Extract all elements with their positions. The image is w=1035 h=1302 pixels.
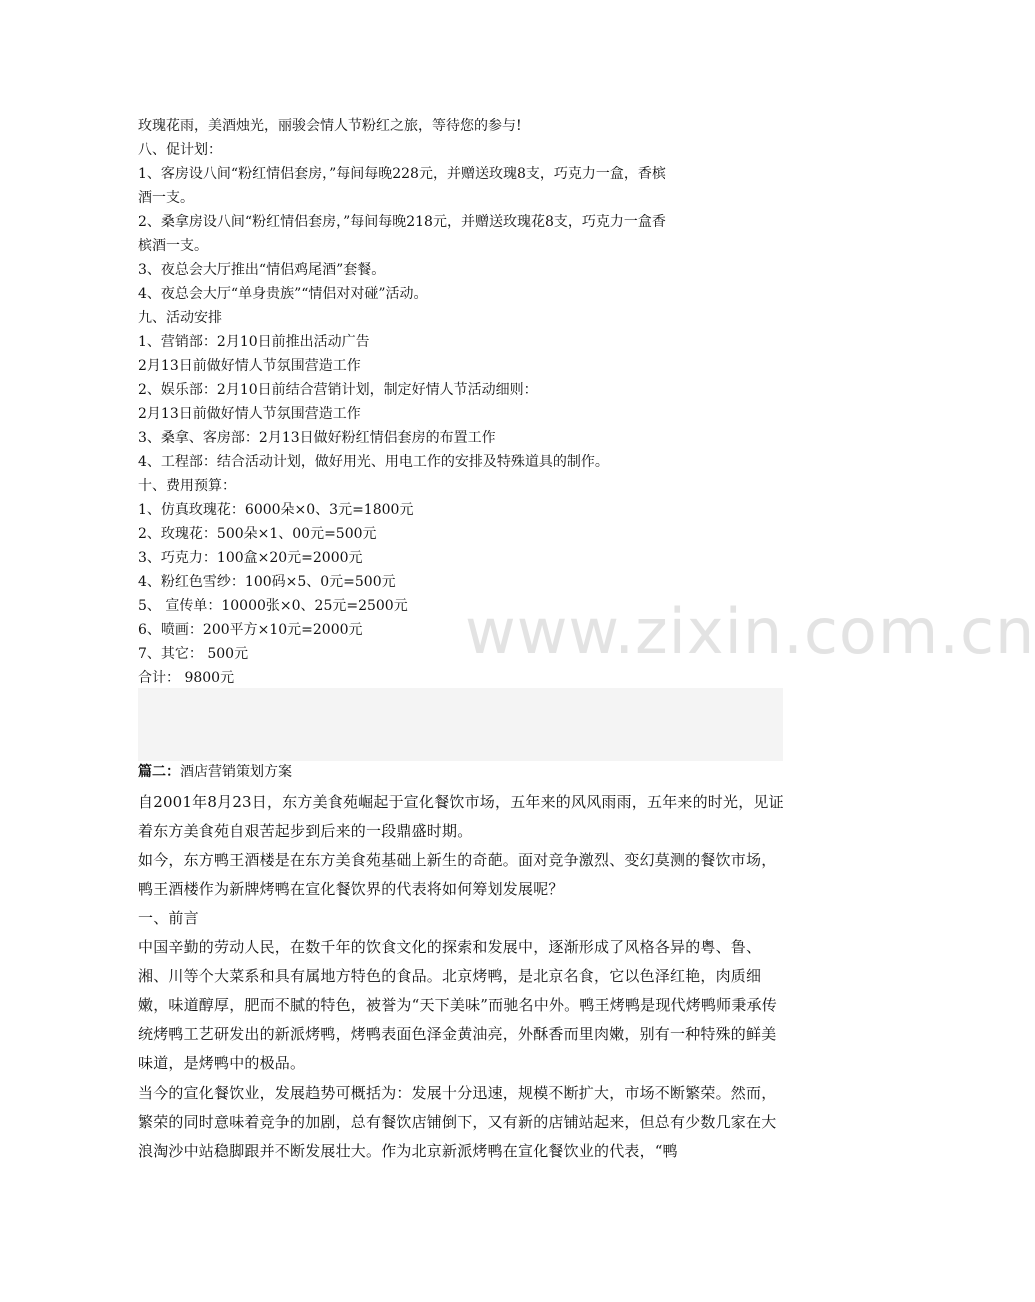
plan-line: 酒一支。	[138, 190, 194, 206]
plan-line: 1、营销部：2月10日前推出活动广告	[138, 334, 370, 350]
plan-line: 5、 宣传单：10000张×0、25元=2500元	[138, 598, 408, 614]
plan-line: 4、粉红色雪纱：100码×5、0元=500元	[138, 574, 396, 590]
plan-line: 2月13日前做好情人节氛围营造工作	[138, 358, 361, 374]
plan-line: 6、喷画：200平方×10元=2000元	[138, 622, 363, 638]
plan-line: 九、活动安排	[138, 310, 222, 326]
plan-line: 4、夜总会大厅“单身贵族”“情侣对对碰”活动。	[138, 286, 428, 302]
plan-line: 1、客房设八间“粉红情侣套房，”每间每晚228元，并赠送玫瑰8支，巧克力一盒，香槟	[138, 166, 666, 182]
plan-line: 槟酒一支。	[138, 238, 208, 254]
paragraph-history: 自2001年8月23日，东方美食苑崛起于宣化餐饮市场，五年来的风风雨雨，五年来的时光，见证着东方美食苑自艰苦起步到后来的一段鼎盛时期。	[138, 793, 784, 840]
paragraph-intro: 如今，东方鸭王酒楼是在东方美食苑基础上新生的奇葩。面对竞争激烈、变幻莫测的餐饮市场，鸭王酒楼作为新牌烤鸭在宣化餐饮界的代表将如何筹划发展呢？	[138, 851, 777, 898]
plan-line: 玫瑰花雨，美酒烛光，丽骏会情人节粉红之旅，等待您的参与!	[138, 118, 522, 134]
plan-line: 3、夜总会大厅推出“情侣鸡尾酒”套餐。	[138, 262, 386, 278]
plan-line: 八、促计划：	[138, 142, 222, 158]
plan-line: 2月13日前做好情人节氛围营造工作	[138, 406, 361, 422]
plan-line: 合计： 9800元	[138, 670, 235, 686]
plan-line: 4、工程部：结合活动计划，做好用光、用电工作的安排及特殊道具的制作。	[138, 454, 609, 470]
plan-line: 3、桑拿、客房部：2月13日做好粉红情侣套房的布置工作	[138, 430, 496, 446]
part2-heading-label: 篇二：	[138, 764, 180, 780]
plan-line: 1、仿真玫瑰花：6000朵×0、3元=1800元	[138, 502, 414, 518]
paragraph-market: 当今的宣化餐饮业，发展趋势可概括为：发展十分迅速，规模不断扩大，市场不断繁荣。然而，繁荣的同时意味着竞争的加剧，总有餐饮店铺倒下，又有新的店铺站起来，但总有少数几家在大浪淘沙中站稳脚跟并不断发展壮大。作为北京新派烤鸭在宣化餐饮业的代表，“鸭	[138, 1084, 777, 1160]
paragraph-preface: 中国辛勤的劳动人民，在数千年的饮食文化的探索和发展中，逐渐形成了风格各异的粤、鲁、湘、川等个大菜系和具有属地方特色的食品。北京烤鸭，是北京名食，它以色泽红艳，肉质细嫩，味道醇厚，肥而不腻的特色，被誉为“天下美味”而驰名中外。鸭王烤鸭是现代烤鸭师秉承传统烤鸭工艺研发出的新派烤鸭，烤鸭表面色泽金黄油亮，外酥香而里肉嫩，别有一种特殊的鲜美味道，是烤鸭中的极品。	[138, 938, 777, 1072]
plan-line: 2、玫瑰花：500朵×1、00元=500元	[138, 526, 377, 542]
section-separator-band	[138, 688, 783, 761]
section-heading-preface: 一、前言	[138, 909, 199, 927]
plan-line: 3、巧克力：100盒×20元=2000元	[138, 550, 363, 566]
part2-heading	[138, 762, 788, 782]
part2-heading-title: 酒店营销策划方案	[180, 764, 292, 780]
plan-line: 7、其它： 500元	[138, 646, 249, 662]
watermark: www.zixin.com.cn	[465, 595, 1035, 668]
plan-line: 十、费用预算：	[138, 478, 236, 494]
plan-line: 2、桑拿房设八间“粉红情侣套房，”每间每晚218元，并赠送玫瑰花8支，巧克力一盒香	[138, 214, 666, 230]
plan-line: 2、娱乐部：2月10日前结合营销计划，制定好情人节活动细则：	[138, 382, 538, 398]
